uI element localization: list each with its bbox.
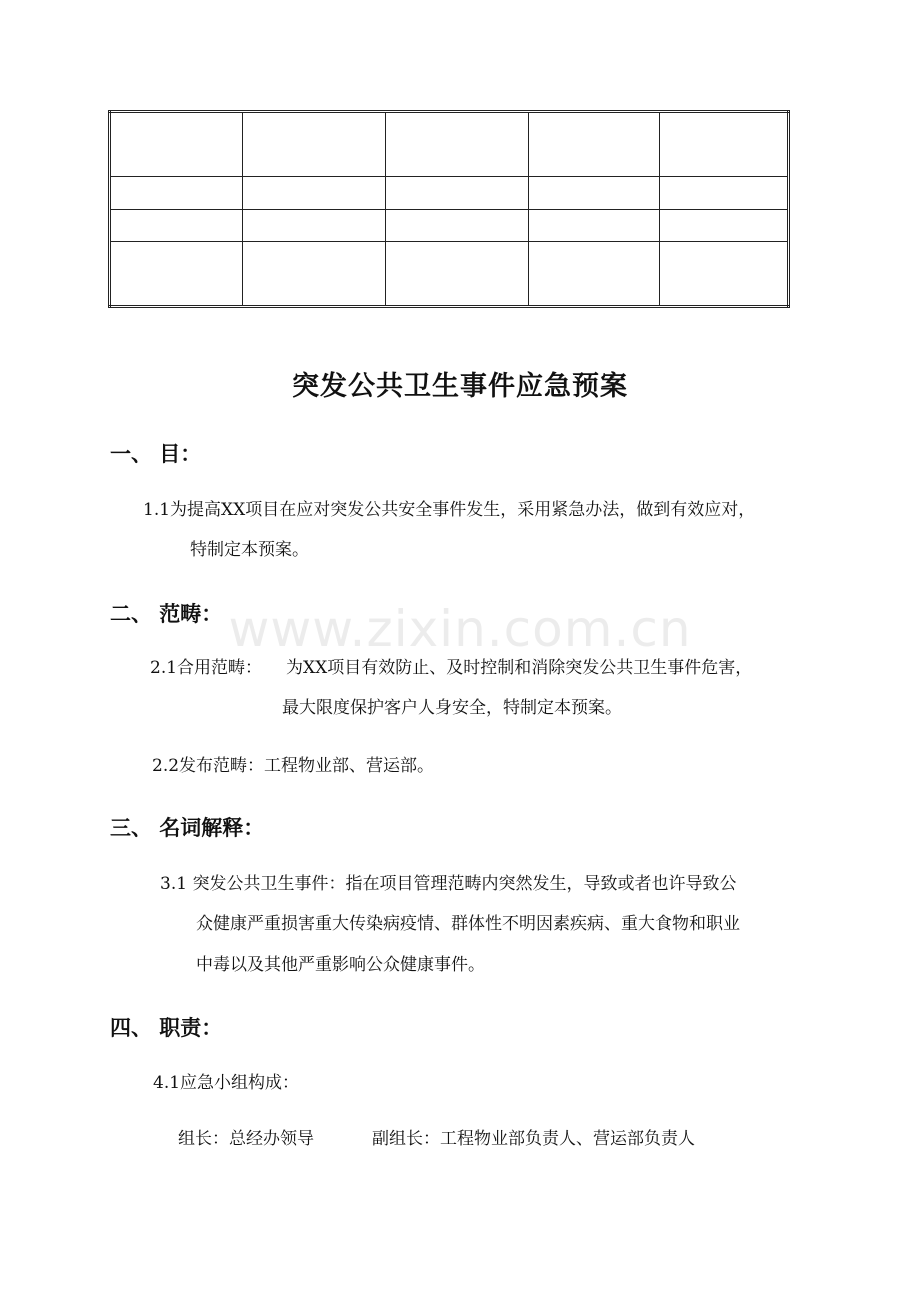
table-cell [110,209,243,242]
table-cell [110,242,243,307]
table-row [110,242,789,307]
table-cell [660,177,789,210]
table-cell [242,177,386,210]
table-cell [660,242,789,307]
section-3-definition-line-2: 众健康严重损害重大传染病疫情、群体性不明因素疾病、重大食物和职业 [196,914,740,934]
section-3-heading: 三、 名词解释： [110,815,265,840]
section-3-definition-line-1: 3.1 突发公共卫生事件：指在项目管理范畴内突然发生，导致或者也许导致公 [160,874,737,894]
section-2-release-scope: 2.2发布范畴：工程物业部、营运部。 [152,756,435,776]
section-4-deputy-leader: 副组长：工程物业部负责人、营运部负责人 [372,1129,695,1149]
table-row [110,112,789,177]
section-4-heading: 四、 职责： [110,1015,223,1040]
table-cell [110,112,243,177]
section-2-scope-label: 2.1合用范畴： [150,658,263,678]
table-cell [386,112,529,177]
table-cell [110,177,243,210]
section-1-paragraph-line-2: 特制定本预案。 [190,540,309,560]
table-cell [660,112,789,177]
section-2-scope-line-2: 最大限度保护客户人身安全，特制定本预案。 [282,698,622,718]
section-3-definition-line-3: 中毒以及其他严重影响公众健康事件。 [196,955,485,975]
section-4-leader: 组长：总经办领导 [178,1129,314,1149]
table-cell [528,242,660,307]
document-title: 突发公共卫生事件应急预案 [292,371,628,402]
section-2-scope-line-1: 为XX项目有效防止、及时控制和消除突发公共卫生事件危害， [286,658,753,678]
table-cell [386,242,529,307]
section-1-paragraph-line-1: 1.1为提高XX项目在应对突发公共安全事件发生，采用紧急办法，做到有效应对， [143,500,756,520]
header-table [108,110,790,308]
table-cell [242,242,386,307]
table-cell [242,209,386,242]
section-4-team-composition: 4.1应急小组构成： [153,1073,300,1093]
table-cell [528,209,660,242]
section-1-heading: 一、 目： [110,441,202,466]
table-row [110,177,789,210]
table-cell [386,209,529,242]
watermark: www.zixin.com.cn [228,600,692,658]
table-cell [528,112,660,177]
table-cell [386,177,529,210]
table-row [110,209,789,242]
table-cell [528,177,660,210]
table-cell [660,209,789,242]
section-2-heading: 二、 范畴： [110,601,223,626]
table-cell [242,112,386,177]
